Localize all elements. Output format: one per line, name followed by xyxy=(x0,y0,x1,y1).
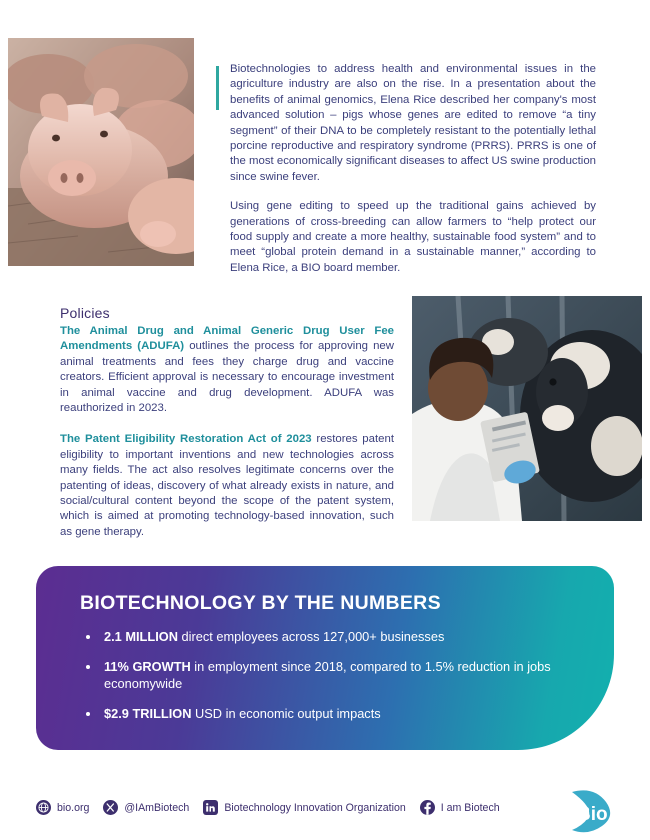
footer-links xyxy=(36,800,500,815)
policy-item-pera-body: restores patent eligibility to important inventions and new technologies across many fields. The act also resolves legitimate concerns over the patenting of ideas, discovery of what already exists in nature, and social/cultural content beyond the scope of the patent system, which is aimed at promoting technology-based innovation, such as gene therapy. xyxy=(60,433,394,538)
biotechnology-by-the-numbers-panel xyxy=(36,566,614,750)
policy-item-adufa-lead: The Animal Drug and Animal Generic Drug User Fee Amendments (ADUFA) xyxy=(60,325,394,353)
x-twitter-icon xyxy=(103,800,118,815)
footer-link-linkedin[interactable] xyxy=(203,800,405,815)
numbers-bullet-output xyxy=(80,705,580,722)
numbers-panel-title: BIOTECHNOLOGY BY THE NUMBERS xyxy=(80,592,441,614)
globe-icon xyxy=(36,800,51,815)
policy-item-pera xyxy=(60,432,394,540)
intro-paragraph-2: Using gene editing to speed up the traditional gains achieved by generations of cross-breeding can allow farmers to “help protect our food supply and create a more healthy, sustainable food system” and to meet “global protein demand in a sustainable manner,” according to Elena Rice, a BIO board member. xyxy=(230,200,596,274)
intro-text-block xyxy=(216,62,596,290)
accent-bar xyxy=(216,66,219,110)
numbers-bullet-employees-rest: direct employees across 127,000+ businesses xyxy=(177,629,445,644)
svg-text:Bio: Bio xyxy=(577,804,608,825)
numbers-bullet-growth-strong: 11% GROWTH xyxy=(104,659,191,674)
footer-link-linkedin-label: Biotechnology Innovation Organization xyxy=(224,801,406,814)
numbers-bullet-employees xyxy=(80,628,580,645)
footer-link-facebook-label: I am Biotech xyxy=(440,801,500,814)
bio-logo xyxy=(564,788,620,834)
footer-link-website-label: bio.org xyxy=(57,801,90,814)
policy-item-pera-lead: The Patent Eligibility Restoration Act of 2023 xyxy=(60,433,312,446)
footer-link-facebook[interactable] xyxy=(420,800,500,815)
intro-section xyxy=(0,38,650,274)
footer-link-twitter[interactable] xyxy=(103,800,189,815)
intro-paragraph-1: Biotechnologies to address health and environmental issues in the agriculture industry are also on the rise. In a presentation about the benefits of animal genomics, Elena Rice described her company's most advanced solution – pigs whose genes are edited to remove “a tiny segment” of their DNA to be completely resistant to the potentially lethal porcine reproductive and respiratory syndrome (PRRS). PRRS is one of the most economically significant diseases to affect US swine production since swine fever. xyxy=(230,63,596,183)
policies-heading: Policies xyxy=(60,304,110,321)
footer-link-twitter-label: @IAmBiotech xyxy=(124,801,190,814)
numbers-bullet-output-rest: USD in economic output impacts xyxy=(191,706,381,721)
numbers-bullet-growth xyxy=(80,658,580,692)
numbers-bullet-list xyxy=(80,628,580,735)
policy-item-adufa xyxy=(60,324,394,416)
linkedin-icon xyxy=(203,800,218,815)
facebook-icon xyxy=(420,800,435,815)
footer-link-website[interactable] xyxy=(36,800,89,815)
veterinarian-with-cattle-photo xyxy=(412,296,642,521)
policies-text-column xyxy=(60,324,394,556)
numbers-bullet-output-strong: $2.9 TRILLION xyxy=(104,706,192,721)
pigs-in-barn-photo xyxy=(8,38,194,266)
numbers-bullet-employees-strong: 2.1 MILLION xyxy=(104,629,178,644)
footer xyxy=(0,786,650,840)
numbers-bullet-growth-rest: in employment since 2018, compared to 1.5% reduction in jobs economywide xyxy=(104,659,551,691)
policy-item-adufa-body: outlines the process for approving new animal treatments and fees they charge drug and vaccine creators. Efficient approval is necessary to encourage investment in animal vaccine and drug development. ADUFA was reauthorized in 2023. xyxy=(60,340,394,415)
